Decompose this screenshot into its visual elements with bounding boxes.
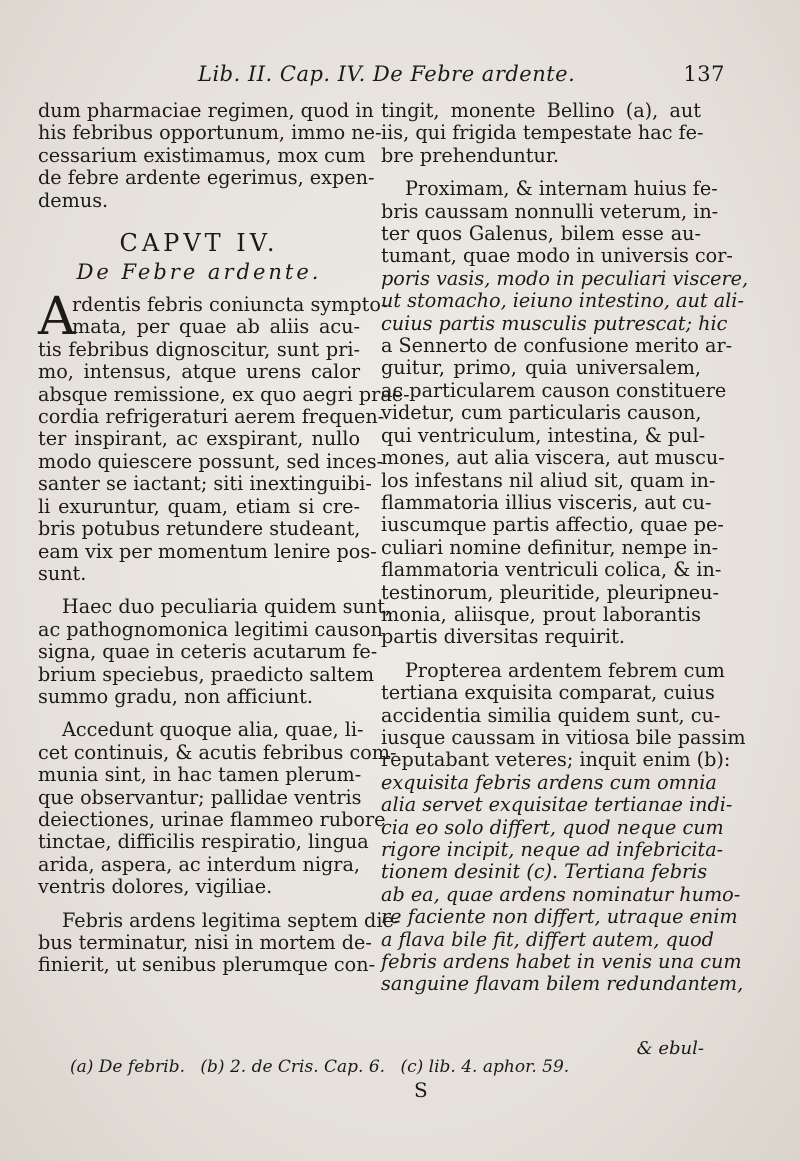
text-line: bris caussam nonnulli veterum, in- (381, 199, 719, 223)
text-line: cet continuis, & acutis febribus com- (38, 740, 397, 764)
text-line: monia, aliisque, prout laborantis (381, 602, 701, 626)
paragraph-proximam (381, 177, 749, 649)
text-line: demus. (38, 188, 109, 212)
paragraph-continued (38, 99, 382, 212)
text-line: ac particularem causon constituere (381, 378, 727, 402)
text-line: tis febribus dignoscitur, sunt pri- (38, 337, 360, 361)
text-line: mata, per quae ab aliis acu- (72, 315, 360, 339)
text-line: bus terminatur, nisi in mortem de- (38, 931, 372, 954)
text-line: cordia refrigeraturi aerem frequen- (38, 405, 385, 429)
footnote-c: (c) lib. 4. aphor. 59. (400, 1057, 570, 1077)
text-line: sanguine flavam bilem redundantem, (381, 972, 744, 996)
text-line: tingit, monente Bellino (a), aut (381, 99, 701, 122)
text-line: Accedunt quoque alia, quae, li- (62, 718, 364, 742)
drop-cap: A (38, 287, 76, 348)
text-line: accidentia similia quidem sunt, cu- (381, 703, 721, 727)
text-line: ter inspirant, ac exspirant, nullo (38, 427, 360, 451)
footnote-b: (b) 2. de Cris. Cap. 6. (200, 1057, 386, 1077)
text-line: iis, qui frigida tempestate hac fe- (381, 121, 704, 145)
text-line: re faciente non differt, utraque enim (381, 905, 738, 929)
text-line: iuscumque partis affectio, quae pe- (381, 513, 724, 537)
text-line: testinorum, pleuritide, pleuripneu- (381, 580, 719, 604)
text-line: tionem desinit (c). Tertiana febris (381, 860, 708, 884)
text-line: a Sennerto de confusione merito ar- (381, 334, 733, 358)
text-line: partis diversitas requirit. (381, 625, 625, 649)
text-line: tertiana exquisita comparat, cuius (381, 681, 715, 705)
text-line: mo, intensus, atque urens calor (38, 360, 360, 384)
text-line: febris ardens habet in venis una cum (381, 950, 742, 974)
text-line: Febris ardens legitima septem die- (62, 908, 401, 932)
text-line: Propterea ardentem febrem cum (405, 658, 725, 682)
left-column (38, 99, 410, 977)
text-line: reputabant veteres; inquit enim (b): (381, 748, 731, 772)
text-line: culiari nomine definitur, nempe in- (381, 535, 719, 559)
text-line: Haec duo peculiaria quidem sunt, (62, 595, 392, 619)
text-line: li exuruntur, quam, etiam si cre- (38, 494, 360, 518)
text-line: que observantur; pallidae ventris (38, 785, 362, 809)
text-line: signa, quae in ceteris acutarum fe- (38, 640, 378, 664)
text-line: ter quos Galenus, bilem esse au- (381, 222, 701, 246)
page-header (190, 62, 725, 92)
signature-mark: S (414, 1078, 428, 1102)
text-line: ut stomacho, ieiuno intestino, aut ali- (381, 289, 744, 313)
paragraph-accedunt (38, 718, 397, 899)
text-line: sunt. (38, 561, 87, 585)
text-line: los infestans nil aliud sit, quam in- (381, 468, 716, 492)
paragraph-pathognomonic (38, 595, 392, 708)
text-line: mones, aut alia viscera, aut muscu- (381, 446, 725, 470)
right-column (381, 99, 749, 996)
text-line: rdentis febris coniuncta sympto- (72, 293, 388, 317)
text-line: flammatoria ventriculi colica, & in- (381, 558, 722, 582)
chapter-subtitle: De Febre ardente. (76, 260, 322, 285)
text-line: cessarium existimamus, mox cum (38, 143, 366, 167)
paragraph-propterea (381, 658, 746, 996)
text-line: iusque caussam in vitiosa bile passim (381, 725, 746, 749)
text-line: cuius partis musculis putrescat; hic (381, 311, 728, 335)
chapter-title: CAPVT IV. (119, 229, 279, 258)
text-line: ventris dolores, vigiliae. (38, 875, 273, 899)
text-line: qui ventriculum, intestina, & pul- (381, 423, 706, 447)
text-line: flammatoria illius visceris, aut cu- (381, 490, 712, 514)
text-line: alia servet exquisitae tertianae indi- (381, 793, 733, 817)
text-line: santer se iactant; siti inextinguibi- (38, 472, 372, 496)
text-line: his febribus opportunum, immo ne- (38, 121, 382, 145)
running-title: Lib. II. Cap. IV. De Febre ardente. (198, 62, 576, 86)
text-line: summo gradu, non afficiunt. (38, 684, 313, 708)
footnotes (70, 1057, 630, 1077)
catchword: & ebul- (636, 1038, 704, 1059)
text-line: poris vasis, modo in peculiari viscere, (381, 266, 749, 290)
text-line: brium speciebus, praedicto saltem (38, 662, 375, 686)
text-line: arida, aspera, ac interdum nigra, (38, 852, 360, 876)
text-line: cia eo solo differt, quod neque cum (381, 815, 724, 839)
footnote-a: (a) De febrib. (70, 1057, 185, 1077)
text-line: Proximam, & internam huius fe- (405, 177, 718, 201)
text-line: guitur, primo, quia universalem, (381, 356, 701, 380)
text-line: a flava bile fit, differt autem, quod (381, 927, 714, 951)
text-line: deiectiones, urinae flammeo rubore (38, 807, 386, 831)
text-line: eam vix per momentum lenire pos- (38, 539, 377, 563)
text-line: modo quiescere possunt, sed inces- (38, 449, 384, 473)
text-line: bris potubus retundere studeant, (38, 517, 361, 541)
text-line: munia sint, in hac tamen plerum- (38, 763, 362, 787)
paragraph-febris-legitima (38, 908, 401, 977)
paragraph-symptoms (38, 287, 410, 585)
text-line: exquisita febris ardens cum omnia (381, 770, 717, 794)
text-line: finierit, ut senibus plerumque con- (38, 953, 376, 977)
text-line: de febre ardente egerimus, expen- (38, 166, 375, 190)
text-line: ac pathognomonica legitimi causon (38, 617, 383, 641)
text-line: rigore incipit, neque ad infebricita- (381, 838, 724, 861)
text-line: videtur, cum particularis causon, (381, 401, 702, 425)
page-number: 137 (683, 62, 725, 86)
text-line: tinctae, difficilis respiratio, lingua (38, 830, 369, 854)
text-line: dum pharmaciae regimen, quod in (38, 99, 374, 122)
text-line: tumant, quae modo in universis cor- (381, 244, 733, 268)
paragraph-continued (381, 99, 704, 167)
text-line: bre prehenduntur. (381, 143, 560, 167)
text-line: ab ea, quae ardens nominatur humo- (381, 882, 741, 906)
text-line: absque remissione, ex quo aegri prae- (38, 382, 410, 406)
